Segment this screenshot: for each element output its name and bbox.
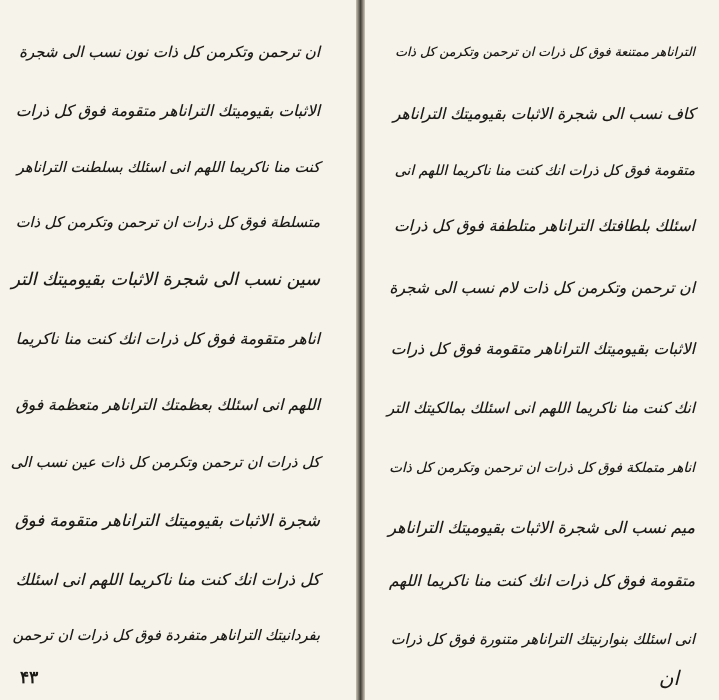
- left-line-10: كل ذرات انك كنت منا ناكريما اللهم انى اسئلك: [15, 570, 320, 589]
- right-line-4: اسئلك بلطافتك التراناهر متلطفة فوق كل ذرات: [394, 217, 695, 235]
- left-page-text: [0, 0, 356, 700]
- right-line-10: متقومة فوق كل ذرات انك كنت منا ناكريما اللهم: [389, 572, 695, 590]
- right-page: [365, 0, 719, 700]
- left-line-6: اناهر متقومة فوق كل ذرات انك كنت منا ناكريما: [15, 330, 320, 348]
- right-line-5: ان ترحمن وتكرمن كل ذات لام نسب الى شجرة: [389, 279, 695, 297]
- right-line-3: متقومة فوق كل ذرات انك كنت منا ناكريما اللهم انى: [394, 163, 695, 179]
- book-gutter: [356, 0, 365, 700]
- right-page-text: [365, 0, 719, 700]
- right-line-11: انى اسئلك بنوارنيتك التراناهر متنورة فوق كل ذرات: [390, 632, 695, 648]
- page-tail-word: ان: [658, 666, 679, 690]
- left-line-9: شجرة الاثبات بقيوميتك التراناهر متقومة فوق: [14, 511, 320, 530]
- left-line-8: كل ذرات ان ترحمن وتكرمن كل ذات عين نسب الى: [10, 455, 320, 471]
- left-line-5: سين نسب الى شجرة الاثبات بقيوميتك التر: [11, 270, 320, 290]
- left-line-4: متسلطة فوق كل ذرات ان ترحمن وتكرمن كل ذات: [15, 215, 320, 231]
- page-number: ۴۳: [20, 668, 39, 688]
- left-line-11: بفردانيتك التراناهر متفردة فوق كل ذرات ان ترحمن: [12, 628, 320, 644]
- right-line-1: التراناهر ممتنعة فوق كل ذرات ان ترحمن وتكرمن كل ذات: [395, 44, 695, 59]
- right-line-7: انك كنت منا ناكريما اللهم انى اسئلك بمالكيتك التر: [386, 399, 695, 417]
- right-line-6: الاثبات بقيوميتك التراناهر متقومة فوق كل ذرات: [390, 340, 695, 358]
- left-line-1: ان ترحمن وتكرمن كل ذات نون نسب الى شجرة: [19, 43, 320, 61]
- left-line-7: اللهم انى اسئلك بعظمتك التراناهر متعظمة فوق: [15, 396, 320, 414]
- right-line-2: كاف نسب الى شجرة الاثبات بقيوميتك التراناهر: [392, 105, 695, 123]
- right-line-9: ميم نسب الى شجرة الاثبات بقيوميتك التراناهر: [388, 518, 695, 537]
- left-line-3: كنت منا ناكريما اللهم انى اسئلك بسلطنت التراناهر: [16, 160, 320, 176]
- right-line-8: اناهر متملكة فوق كل ذرات ان ترحمن وتكرمن كل ذات: [389, 460, 695, 476]
- left-line-2: الاثبات بقيوميتك التراناهر متقومة فوق كل ذرات: [15, 102, 320, 120]
- left-page: [0, 0, 356, 700]
